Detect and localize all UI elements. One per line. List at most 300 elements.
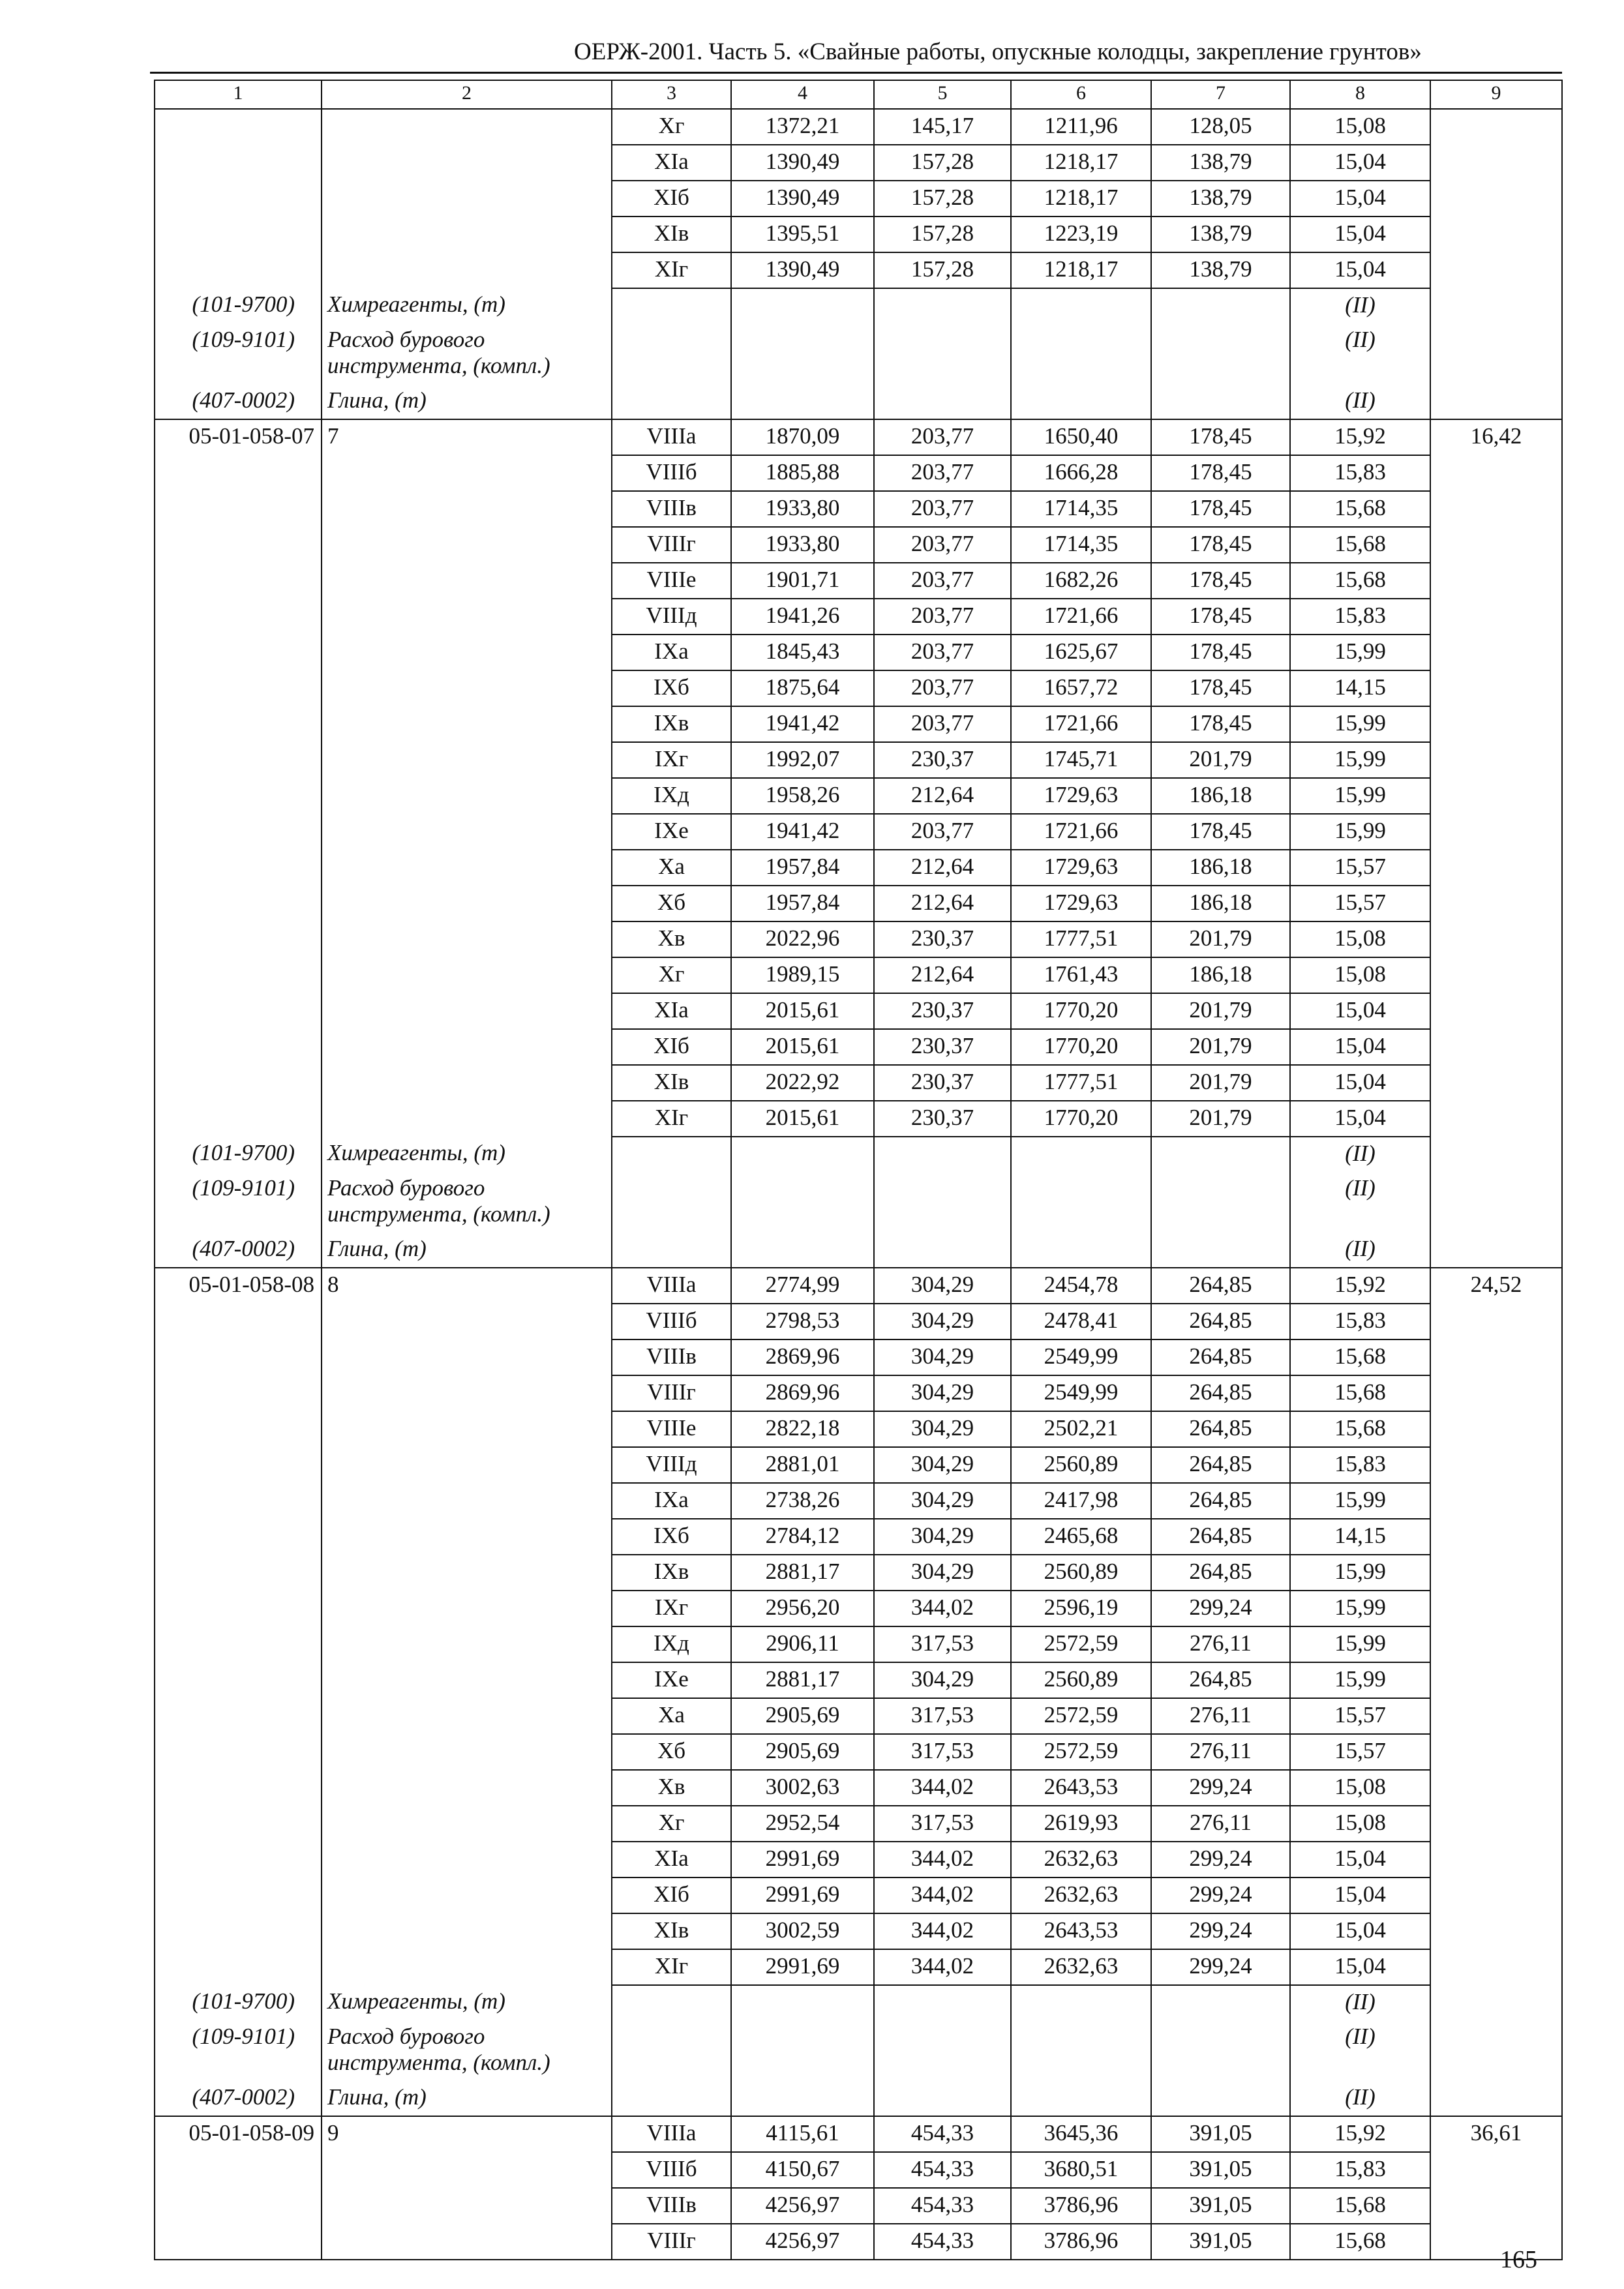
- soil-category: VIIIа: [612, 419, 731, 455]
- total-cost: 2798,53: [731, 1304, 874, 1339]
- operator-wages: 138,79: [1151, 252, 1290, 288]
- wages: 212,64: [874, 778, 1011, 814]
- machine-cost: 2632,63: [1011, 1949, 1151, 1985]
- wages: 230,37: [874, 1065, 1011, 1101]
- empty-cell: [612, 1137, 731, 1172]
- machine-cost: 3786,96: [1011, 2188, 1151, 2224]
- total-labor-empty: [1430, 1101, 1562, 1137]
- operator-wages: 391,05: [1151, 2116, 1290, 2152]
- rate-description-empty: [322, 1806, 612, 1842]
- total-labor-empty: [1430, 1842, 1562, 1878]
- operator-wages: 178,45: [1151, 599, 1290, 635]
- table-row: [155, 1411, 1562, 1447]
- total-labor-empty: [1430, 1339, 1562, 1375]
- operator-wages: 299,24: [1151, 1913, 1290, 1949]
- operator-wages: 299,24: [1151, 1949, 1290, 1985]
- table-row: [155, 1591, 1562, 1626]
- empty-cell: [731, 2081, 874, 2116]
- labor-hours: 15,68: [1290, 563, 1430, 599]
- rate-code-empty: [155, 491, 322, 527]
- rate-description-empty: [322, 1949, 612, 1985]
- labor-hours: 15,57: [1290, 886, 1430, 921]
- material-row: [155, 1172, 1562, 1233]
- table-row: [155, 1913, 1562, 1949]
- operator-wages: 186,18: [1151, 957, 1290, 993]
- total-labor: 36,61: [1430, 2116, 1562, 2152]
- operator-wages: 138,79: [1151, 145, 1290, 181]
- labor-hours: 15,92: [1290, 419, 1430, 455]
- soil-category: XIв: [612, 1913, 731, 1949]
- soil-category: XIб: [612, 181, 731, 217]
- labor-hours: 15,57: [1290, 850, 1430, 886]
- rate-description-empty: [322, 921, 612, 957]
- soil-category: Хб: [612, 886, 731, 921]
- rate-description-empty: [322, 1339, 612, 1375]
- table-row: [155, 455, 1562, 491]
- total-labor-empty: [1430, 1555, 1562, 1591]
- operator-wages: 276,11: [1151, 1806, 1290, 1842]
- operator-wages: 264,85: [1151, 1662, 1290, 1698]
- column-number: 5: [874, 80, 1011, 109]
- labor-hours: 15,99: [1290, 706, 1430, 742]
- table-row: [155, 993, 1562, 1029]
- machine-cost: 2572,59: [1011, 1698, 1151, 1734]
- machine-cost: 1218,17: [1011, 252, 1151, 288]
- rate-description-empty: [322, 2152, 612, 2188]
- machine-cost: 2619,93: [1011, 1806, 1151, 1842]
- table-row: [155, 1949, 1562, 1985]
- rate-code-empty: [155, 635, 322, 670]
- rate-description-empty: [322, 1304, 612, 1339]
- operator-wages: 178,45: [1151, 419, 1290, 455]
- rate-description-empty: [322, 1913, 612, 1949]
- empty-cell: [731, 1233, 874, 1268]
- machine-cost: 1666,28: [1011, 455, 1151, 491]
- soil-category: Хв: [612, 1770, 731, 1806]
- labor-hours: 15,04: [1290, 1949, 1430, 1985]
- machine-cost: 1218,17: [1011, 145, 1151, 181]
- soil-category: VIIIа: [612, 2116, 731, 2152]
- rate-code-empty: [155, 599, 322, 635]
- page-number: 165: [1500, 2246, 1537, 2273]
- empty-cell: [874, 288, 1011, 323]
- total-labor-empty: [1430, 635, 1562, 670]
- rate-code-empty: [155, 1447, 322, 1483]
- total-labor-empty: [1430, 993, 1562, 1029]
- operator-wages: 201,79: [1151, 1065, 1290, 1101]
- table-row: [155, 2224, 1562, 2260]
- total-labor-empty: [1430, 1698, 1562, 1734]
- rate-code-empty: [155, 252, 322, 288]
- soil-category: IXд: [612, 778, 731, 814]
- material-mark: (II): [1290, 1985, 1430, 2020]
- machine-cost: 1721,66: [1011, 599, 1151, 635]
- machine-cost: 1770,20: [1011, 1101, 1151, 1137]
- rate-code-empty: [155, 145, 322, 181]
- total-cost: 4115,61: [731, 2116, 874, 2152]
- empty-cell: [612, 1172, 731, 1233]
- total-labor-empty: [1430, 706, 1562, 742]
- rates-table: [154, 80, 1563, 2260]
- table-row: [155, 1483, 1562, 1519]
- operator-wages: 299,24: [1151, 1842, 1290, 1878]
- column-number-row: [155, 80, 1562, 109]
- operator-wages: 276,11: [1151, 1734, 1290, 1770]
- wages: 212,64: [874, 850, 1011, 886]
- soil-category: Хг: [612, 957, 731, 993]
- rate-code-empty: [155, 527, 322, 563]
- labor-hours: 15,04: [1290, 181, 1430, 217]
- labor-hours: 15,04: [1290, 993, 1430, 1029]
- labor-hours: 15,04: [1290, 1029, 1430, 1065]
- table-row: [155, 1065, 1562, 1101]
- rate-code-empty: [155, 1591, 322, 1626]
- soil-category: IXг: [612, 742, 731, 778]
- machine-cost: 2465,68: [1011, 1519, 1151, 1555]
- rate-code-empty: [155, 2224, 322, 2260]
- rate-code-empty: [155, 1339, 322, 1375]
- wages: 203,77: [874, 599, 1011, 635]
- machine-cost: 2560,89: [1011, 1555, 1151, 1591]
- total-labor-empty: [1430, 1483, 1562, 1519]
- total-cost: 4150,67: [731, 2152, 874, 2188]
- labor-hours: 15,04: [1290, 145, 1430, 181]
- total-labor-empty: [1430, 1447, 1562, 1483]
- rate-description-empty: [322, 491, 612, 527]
- machine-cost: 1777,51: [1011, 921, 1151, 957]
- table-row: [155, 563, 1562, 599]
- soil-category: Ха: [612, 1698, 731, 1734]
- labor-hours: 15,83: [1290, 1447, 1430, 1483]
- labor-hours: 15,99: [1290, 778, 1430, 814]
- total-labor-empty: [1430, 850, 1562, 886]
- empty-cell: [874, 1172, 1011, 1233]
- empty-cell: [1151, 2020, 1290, 2081]
- wages: 230,37: [874, 1029, 1011, 1065]
- empty-cell: [612, 323, 731, 384]
- soil-category: XIа: [612, 1842, 731, 1878]
- wages: 344,02: [874, 1770, 1011, 1806]
- material-row: [155, 323, 1562, 384]
- soil-category: XIг: [612, 1101, 731, 1137]
- total-labor-empty: [1430, 1949, 1562, 1985]
- rate-code-empty: [155, 1626, 322, 1662]
- total-cost: 1989,15: [731, 957, 874, 993]
- total-cost: 1958,26: [731, 778, 874, 814]
- total-cost: 2905,69: [731, 1698, 874, 1734]
- column-number: 4: [731, 80, 874, 109]
- total-labor-empty: [1430, 1878, 1562, 1913]
- soil-category: XIг: [612, 1949, 731, 1985]
- rate-description-empty: [322, 1734, 612, 1770]
- rate-code-empty: [155, 921, 322, 957]
- wages: 454,33: [874, 2152, 1011, 2188]
- machine-cost: 2417,98: [1011, 1483, 1151, 1519]
- wages: 317,53: [874, 1734, 1011, 1770]
- operator-wages: 178,45: [1151, 491, 1290, 527]
- machine-cost: 1650,40: [1011, 419, 1151, 455]
- operator-wages: 264,85: [1151, 1268, 1290, 1304]
- rate-description-empty: [322, 145, 612, 181]
- total-cost: 2952,54: [731, 1806, 874, 1842]
- total-cost: 2881,17: [731, 1555, 874, 1591]
- rate-description-empty: [322, 1662, 612, 1698]
- empty-cell: [612, 1233, 731, 1268]
- empty-cell: [1011, 1233, 1151, 1268]
- total-cost: 1901,71: [731, 563, 874, 599]
- labor-hours: 15,08: [1290, 1770, 1430, 1806]
- labor-hours: 15,04: [1290, 1065, 1430, 1101]
- material-name: Глина, (т): [322, 2081, 612, 2116]
- labor-hours: 15,99: [1290, 1555, 1430, 1591]
- total-cost: 1390,49: [731, 252, 874, 288]
- labor-hours: 15,99: [1290, 635, 1430, 670]
- machine-cost: 1657,72: [1011, 670, 1151, 706]
- operator-wages: 264,85: [1151, 1304, 1290, 1339]
- soil-category: XIа: [612, 993, 731, 1029]
- total-labor-empty: [1430, 1734, 1562, 1770]
- operator-wages: 264,85: [1151, 1483, 1290, 1519]
- table-row: [155, 1375, 1562, 1411]
- soil-category: VIIIе: [612, 1411, 731, 1447]
- machine-cost: 1714,35: [1011, 527, 1151, 563]
- material-code: (101-9700): [155, 1137, 322, 1172]
- operator-wages: 391,05: [1151, 2224, 1290, 2260]
- soil-category: XIг: [612, 252, 731, 288]
- total-cost: 1992,07: [731, 742, 874, 778]
- material-mark: (II): [1290, 384, 1430, 419]
- total-labor-empty: [1430, 1662, 1562, 1698]
- soil-category: VIIIб: [612, 2152, 731, 2188]
- empty-cell: [1151, 323, 1290, 384]
- labor-hours: 15,99: [1290, 1591, 1430, 1626]
- material-code: (101-9700): [155, 288, 322, 323]
- rate-description-empty: [322, 1447, 612, 1483]
- total-labor-empty: [1430, 778, 1562, 814]
- total-cost: 1933,80: [731, 527, 874, 563]
- wages: 304,29: [874, 1662, 1011, 1698]
- machine-cost: 1761,43: [1011, 957, 1151, 993]
- operator-wages: 186,18: [1151, 886, 1290, 921]
- soil-category: VIIIб: [612, 455, 731, 491]
- operator-wages: 299,24: [1151, 1591, 1290, 1626]
- rate-number: 9: [322, 2116, 612, 2152]
- wages: 230,37: [874, 921, 1011, 957]
- labor-hours: 15,99: [1290, 1662, 1430, 1698]
- column-number: 3: [612, 80, 731, 109]
- wages: 212,64: [874, 957, 1011, 993]
- material-row: [155, 2081, 1562, 2116]
- page-header: ОЕРЖ-2001. Часть 5. «Свайные работы, опускные колодцы, закрепление грунтов»: [574, 38, 1422, 65]
- machine-cost: 3680,51: [1011, 2152, 1151, 2188]
- labor-hours: 15,68: [1290, 1339, 1430, 1375]
- labor-hours: 15,83: [1290, 1304, 1430, 1339]
- operator-wages: 299,24: [1151, 1770, 1290, 1806]
- machine-cost: 2572,59: [1011, 1626, 1151, 1662]
- rate-description-empty: [322, 1770, 612, 1806]
- material-mark: (II): [1290, 323, 1430, 384]
- total-cost: 2881,01: [731, 1447, 874, 1483]
- labor-hours: 14,15: [1290, 1519, 1430, 1555]
- machine-cost: 2572,59: [1011, 1734, 1151, 1770]
- wages: 304,29: [874, 1447, 1011, 1483]
- table-row: [155, 886, 1562, 921]
- rate-description-empty: [322, 1626, 612, 1662]
- rate-code-empty: [155, 217, 322, 252]
- empty-cell: [1151, 384, 1290, 419]
- machine-cost: 1745,71: [1011, 742, 1151, 778]
- empty-cell: [874, 2020, 1011, 2081]
- rate-description-empty: [322, 1411, 612, 1447]
- total-cost: 2015,61: [731, 1029, 874, 1065]
- wages: 157,28: [874, 217, 1011, 252]
- total-labor-empty: [1430, 217, 1562, 252]
- total-cost: 2991,69: [731, 1878, 874, 1913]
- rate-code-empty: [155, 742, 322, 778]
- total-cost: 2991,69: [731, 1949, 874, 1985]
- empty-cell: [1430, 288, 1562, 323]
- material-name: Глина, (т): [322, 1233, 612, 1268]
- machine-cost: 1729,63: [1011, 850, 1151, 886]
- table-row: [155, 670, 1562, 706]
- soil-category: XIб: [612, 1878, 731, 1913]
- wages: 157,28: [874, 181, 1011, 217]
- machine-cost: 1218,17: [1011, 181, 1151, 217]
- rate-description-empty: [322, 886, 612, 921]
- labor-hours: 15,83: [1290, 2152, 1430, 2188]
- material-row: [155, 1985, 1562, 2020]
- total-labor-empty: [1430, 527, 1562, 563]
- wages: 454,33: [874, 2116, 1011, 2152]
- soil-category: XIа: [612, 145, 731, 181]
- empty-cell: [612, 1985, 731, 2020]
- labor-hours: 15,57: [1290, 1734, 1430, 1770]
- labor-hours: 15,99: [1290, 1626, 1430, 1662]
- empty-cell: [1011, 288, 1151, 323]
- machine-cost: 2454,78: [1011, 1268, 1151, 1304]
- total-labor: 16,42: [1430, 419, 1562, 455]
- labor-hours: 15,83: [1290, 455, 1430, 491]
- soil-category: IXе: [612, 1662, 731, 1698]
- labor-hours: 15,99: [1290, 742, 1430, 778]
- rate-description-empty: [322, 742, 612, 778]
- rate-code-empty: [155, 1662, 322, 1698]
- empty-cell: [1430, 1137, 1562, 1172]
- total-cost: 4256,97: [731, 2224, 874, 2260]
- wages: 203,77: [874, 635, 1011, 670]
- table-row: [155, 957, 1562, 993]
- material-code: (407-0002): [155, 384, 322, 419]
- labor-hours: 15,08: [1290, 1806, 1430, 1842]
- rate-description-empty: [322, 670, 612, 706]
- operator-wages: 138,79: [1151, 181, 1290, 217]
- table-row: [155, 635, 1562, 670]
- operator-wages: 201,79: [1151, 1029, 1290, 1065]
- empty-cell: [1430, 2020, 1562, 2081]
- labor-hours: 15,99: [1290, 1483, 1430, 1519]
- material-code: (109-9101): [155, 323, 322, 384]
- material-mark: (II): [1290, 288, 1430, 323]
- total-cost: 2905,69: [731, 1734, 874, 1770]
- machine-cost: 1625,67: [1011, 635, 1151, 670]
- table-row: [155, 1806, 1562, 1842]
- total-cost: 2784,12: [731, 1519, 874, 1555]
- total-cost: 2015,61: [731, 993, 874, 1029]
- empty-cell: [731, 1137, 874, 1172]
- table-row: [155, 527, 1562, 563]
- machine-cost: 2632,63: [1011, 1878, 1151, 1913]
- total-cost: 2956,20: [731, 1591, 874, 1626]
- total-cost: 1941,42: [731, 814, 874, 850]
- operator-wages: 264,85: [1151, 1339, 1290, 1375]
- table-row: [155, 706, 1562, 742]
- empty-cell: [1011, 1137, 1151, 1172]
- table-row: [155, 1101, 1562, 1137]
- rate-description-empty: [322, 599, 612, 635]
- machine-cost: 2560,89: [1011, 1447, 1151, 1483]
- empty-cell: [731, 384, 874, 419]
- table-row: [155, 814, 1562, 850]
- operator-wages: 178,45: [1151, 670, 1290, 706]
- table-row: [155, 1770, 1562, 1806]
- wages: 304,29: [874, 1555, 1011, 1591]
- operator-wages: 264,85: [1151, 1519, 1290, 1555]
- material-name: Химреагенты, (т): [322, 1985, 612, 2020]
- total-labor-empty: [1430, 181, 1562, 217]
- total-cost: 2022,92: [731, 1065, 874, 1101]
- total-labor-empty: [1430, 2188, 1562, 2224]
- wages: 317,53: [874, 1698, 1011, 1734]
- operator-wages: 201,79: [1151, 921, 1290, 957]
- empty-cell: [731, 1172, 874, 1233]
- operator-wages: 201,79: [1151, 1101, 1290, 1137]
- material-name: Химреагенты, (т): [322, 1137, 612, 1172]
- rate-description-empty: [322, 1698, 612, 1734]
- total-cost: 1390,49: [731, 145, 874, 181]
- total-cost: 1933,80: [731, 491, 874, 527]
- rate-code-empty: [155, 1483, 322, 1519]
- total-cost: 1395,51: [731, 217, 874, 252]
- column-number: 6: [1011, 80, 1151, 109]
- soil-category: Хг: [612, 109, 731, 145]
- rate-code-empty: [155, 109, 322, 145]
- rate-code-empty: [155, 181, 322, 217]
- machine-cost: 1714,35: [1011, 491, 1151, 527]
- rate-code-empty: [155, 1878, 322, 1913]
- operator-wages: 264,85: [1151, 1447, 1290, 1483]
- rate-code-empty: [155, 670, 322, 706]
- table-row: [155, 2116, 1562, 2152]
- empty-cell: [874, 384, 1011, 419]
- empty-cell: [1011, 384, 1151, 419]
- table-row: [155, 491, 1562, 527]
- rate-description-empty: [322, 1375, 612, 1411]
- soil-category: VIIIб: [612, 1304, 731, 1339]
- material-mark: (II): [1290, 1233, 1430, 1268]
- labor-hours: 15,68: [1290, 2188, 1430, 2224]
- rate-code: 05-01-058-09: [155, 2116, 322, 2152]
- operator-wages: 178,45: [1151, 563, 1290, 599]
- rate-description-empty: [322, 635, 612, 670]
- wages: 344,02: [874, 1591, 1011, 1626]
- wages: 317,53: [874, 1626, 1011, 1662]
- table-row: [155, 599, 1562, 635]
- wages: 212,64: [874, 886, 1011, 921]
- empty-cell: [612, 384, 731, 419]
- labor-hours: 15,68: [1290, 1411, 1430, 1447]
- wages: 344,02: [874, 1913, 1011, 1949]
- wages: 317,53: [874, 1806, 1011, 1842]
